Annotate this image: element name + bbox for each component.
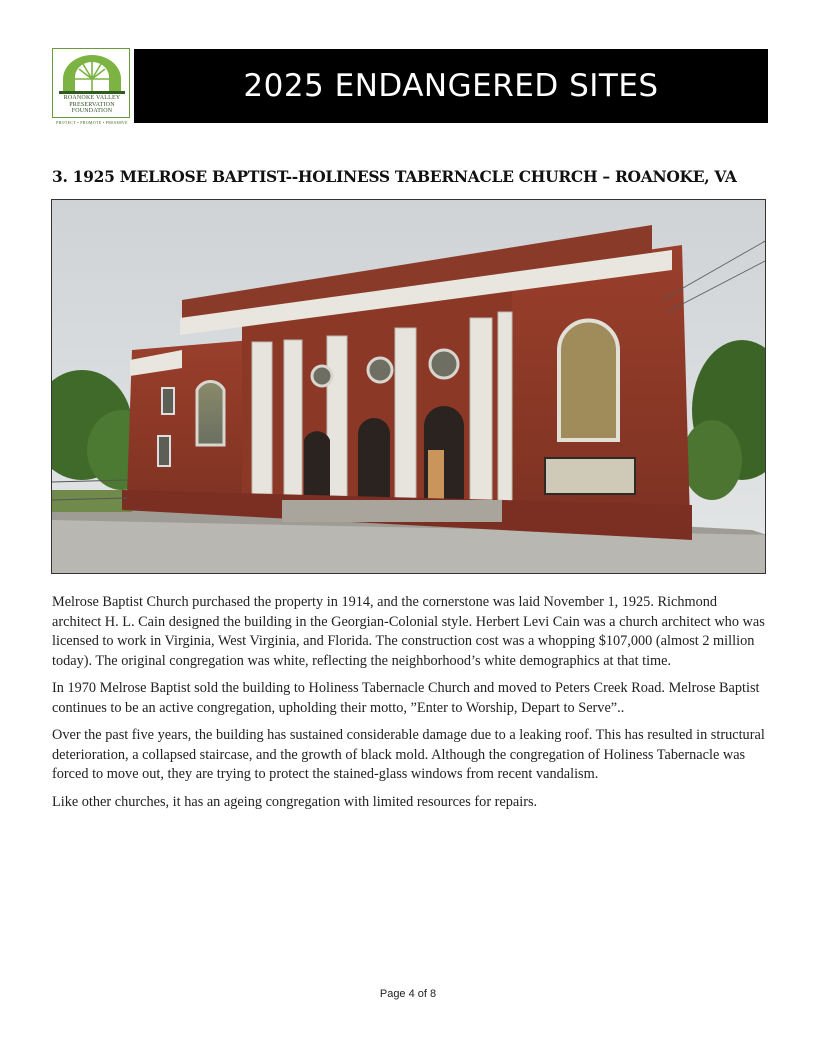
paragraph-history: Melrose Baptist Church purchased the property in 1914, and the cornerstone was laid November 1, 1925. Richmond architect H. L. Cain designed the building in the Georgian-Colonial style. Herbert Levi Cain was a church architect who was licensed to work in Virginia, West Virginia, and Florida. The construction cost was a whopping $107,000 (almost 2 million today). The original congregation was white, reflecting the neighborhood’s white demographics at that time. <box>52 594 765 669</box>
foundation-logo <box>52 48 132 126</box>
church-photo <box>51 199 766 574</box>
article-body <box>52 593 766 820</box>
site-heading: 3. 1925 MELROSE BAPTIST--HOLINESS TABERNACLE CHURCH – ROANOKE, VA <box>52 167 737 186</box>
paragraph-sale: In 1970 Melrose Baptist sold the building to Holiness Tabernacle Church and moved to Peters Creek Road. Melrose Baptist continues to be an active congregation, upholding their motto, ”Enter to Worship, Depart to Serve”.. <box>52 680 760 716</box>
page-number: Page 4 of 8 <box>379 988 437 1000</box>
church-illustration <box>52 200 766 574</box>
banner-title: 2025 ENDANGERED SITES <box>243 68 659 104</box>
paragraph-congregation: Like other churches, it has an ageing congregation with limited resources for repairs. <box>52 793 538 810</box>
title-banner <box>134 49 768 123</box>
logo-tagline: PROTECT • PROMOTE • PRESERVE <box>56 120 128 125</box>
paragraph-damage: Over the past five years, the building has sustained considerable damage due to a leaking roof. This has resulted in structural deterioration, a collapsed staircase, and the growth of black mold. Although the congregation of Holiness Tabernacle was forced to move out, they are trying to protect the stained-glass windows from recent vandalism. <box>52 727 765 782</box>
logo-line-2: PRESERVATION <box>69 101 115 108</box>
logo-frame <box>52 48 130 118</box>
logo-line-1: ROANOKE VALLEY <box>63 95 121 101</box>
logo-line-3: FOUNDATION <box>71 108 113 114</box>
